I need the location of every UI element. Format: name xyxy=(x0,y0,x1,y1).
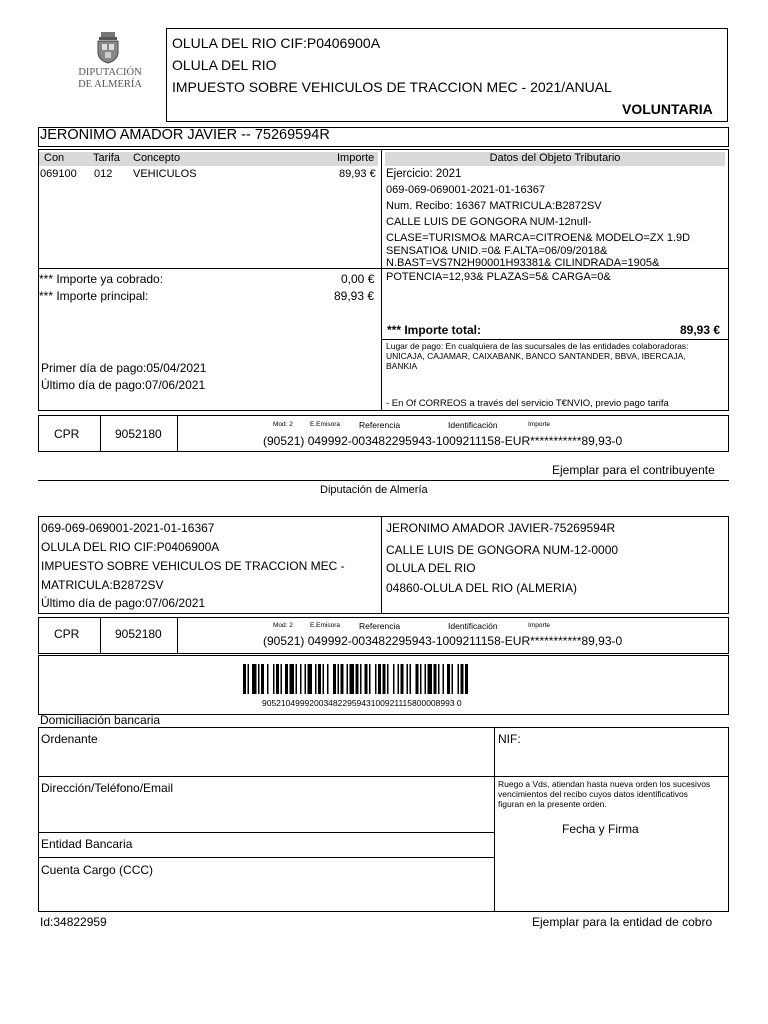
cpr-code-2: (90521) 049992-003482295943-1009211158-EUR***********89,93-0 xyxy=(263,634,623,648)
header-tax-title: IMPUESTO SOBRE VEHICULOS DE TRACCION MEC - 2021/ANUAL xyxy=(172,79,612,95)
importe-total-label: *** Importe total: xyxy=(387,323,482,337)
ultimo-dia-pago: Último día de pago:07/06/2021 xyxy=(41,378,206,392)
barcode-bar xyxy=(387,664,389,694)
domiciliacion-divider xyxy=(494,727,495,912)
cpr-mod-1: Mod: 2 xyxy=(273,421,293,428)
objeto-clase: CLASE=TURISMO& MARCA=CITROEN& MODELO=ZX 1.9D xyxy=(386,232,691,244)
barcode-bar xyxy=(443,664,445,694)
receipt2-taxpayer: JERONIMO AMADOR JAVIER-75269594R xyxy=(386,521,616,535)
cpr-referencia-1: Referencia xyxy=(359,420,401,430)
barcode-bar xyxy=(401,664,404,694)
domiciliacion-rule-1 xyxy=(38,776,729,777)
importe-cobrado-value: 0,00 € xyxy=(341,272,375,286)
receipt2-divider xyxy=(381,516,382,614)
domiciliacion-rule-2 xyxy=(38,832,494,833)
barcode-bar xyxy=(323,664,325,694)
barcode-bar xyxy=(276,664,279,694)
correos-note: - En Of CORREOS a través del servicio T€NVIO, previo pago tarifa xyxy=(386,398,669,409)
barcode-bar xyxy=(447,664,450,694)
importe-principal-value: 89,93 € xyxy=(334,289,375,303)
barcode-bar xyxy=(410,664,412,694)
barcode-bar xyxy=(258,664,260,694)
header-municipality-cif: OLULA DEL RIO CIF:P0406900A xyxy=(172,35,381,51)
objeto-sensatio: SENSATIO& UNID.=0& F.ALTA=06/09/2018& xyxy=(386,245,608,257)
domiciliacion-box xyxy=(38,727,729,912)
barcode-bar xyxy=(407,664,409,694)
barcode-number: 90521049992003482295943100921115800008993 0 xyxy=(262,698,462,708)
cpr-mod-2: Mod: 2 xyxy=(273,622,293,629)
barcode-bar xyxy=(327,664,329,694)
barcode-bar xyxy=(375,664,377,694)
barcode-bar xyxy=(338,664,340,694)
diputacion-logo xyxy=(62,30,158,96)
cpr-referencia-2: Referencia xyxy=(359,621,401,631)
barcode-bar xyxy=(438,664,440,694)
importe-total-value: 89,93 € xyxy=(680,323,721,337)
receipt2-tax: IMPUESTO SOBRE VEHICULOS DE TRACCION MEC - xyxy=(41,559,345,573)
concepts-header-bg xyxy=(39,152,378,166)
cpr-emisora-1: E.Emisora xyxy=(310,421,340,428)
domiciliacion-rule-3 xyxy=(38,857,494,858)
barcode-bar xyxy=(458,664,460,694)
cpr-divider-1a xyxy=(100,415,101,452)
coat-of-arms-icon xyxy=(93,30,123,64)
barcode-bar xyxy=(267,664,269,694)
barcode-bar xyxy=(318,664,321,694)
entidad-bancaria-label: Entidad Bancaria xyxy=(41,837,133,851)
barcode-bar xyxy=(393,664,395,694)
header-mode: VOLUNTARIA xyxy=(622,101,713,117)
lugar-pago-line-3: BANKIA xyxy=(386,361,418,371)
objeto-calle: CALLE LUIS DE GONGORA NUM-12null- xyxy=(386,216,592,228)
cuenta-cargo-label: Cuenta Cargo (CCC) xyxy=(41,863,154,877)
concept-row-importe: 89,93 € xyxy=(339,168,376,180)
domiciliacion-title: Domiciliación bancaria xyxy=(40,713,161,727)
ordenante-label: Ordenante xyxy=(41,732,98,746)
barcode-bar xyxy=(465,664,468,694)
direccion-label: Dirección/Teléfono/Email xyxy=(41,781,174,795)
barcode-bar xyxy=(333,664,336,694)
ruego-line-1: Ruego a Vds, atiendan hasta nueva orden los sucesivos xyxy=(498,779,711,789)
cpr-identificacion-2: Identificación xyxy=(448,621,498,631)
receipt2-matricula: MATRICULA:B2872SV xyxy=(41,578,164,592)
col-header-tarifa: Tarifa xyxy=(93,152,120,164)
col-header-importe: Importe xyxy=(337,152,375,164)
barcode-bar xyxy=(300,664,302,694)
cpr-label-2: CPR xyxy=(54,627,80,641)
objeto-ref: 069-069-069001-2021-01-16367 xyxy=(386,184,546,196)
importe-principal-label: *** Importe principal: xyxy=(39,289,149,303)
barcode-bar xyxy=(252,664,257,694)
objeto-recibo: Num. Recibo: 16367 MATRICULA:B2872SV xyxy=(386,200,602,212)
concept-row-concepto: VEHICULOS xyxy=(133,168,197,180)
barcode-bar xyxy=(434,664,437,694)
concept-row-tarifa: 012 xyxy=(94,168,113,180)
barcode-bar xyxy=(428,664,433,694)
barcode-bar xyxy=(347,664,349,694)
barcode-bar xyxy=(341,664,344,694)
barcode-bar xyxy=(461,664,464,694)
objeto-bast: N.BAST=VS7N2H90001H93381& CILINDRADA=1905& xyxy=(386,257,660,267)
header-municipality: OLULA DEL RIO xyxy=(172,57,277,73)
receipt2-postal: 04860-OLULA DEL RIO (ALMERIA) xyxy=(386,581,577,595)
total-rule xyxy=(381,339,729,340)
main-horizontal-rule xyxy=(38,268,729,269)
primer-dia-pago: Primer día de pago:05/04/2021 xyxy=(41,361,207,375)
cpr-number-2: 9052180 xyxy=(115,627,162,641)
cpr-divider-2b xyxy=(177,617,178,654)
cpr-divider-2a xyxy=(100,617,101,654)
receipt2-address: CALLE LUIS DE GONGORA NUM-12-0000 xyxy=(386,543,619,557)
barcode xyxy=(243,664,543,694)
barcode-bar xyxy=(360,664,362,694)
nif-label: NIF: xyxy=(498,732,521,746)
cpr-emisora-2: E.Emisora xyxy=(310,622,340,629)
cpr-importe-1: Importe xyxy=(528,421,551,428)
barcode-bar xyxy=(425,664,427,694)
taxpayer-name: JERONIMO AMADOR JAVIER -- 75269594R xyxy=(40,127,330,143)
ruego-line-3: figuran en la presente orden. xyxy=(498,799,607,809)
ejemplar-entidad: Ejemplar para la entidad de cobro xyxy=(532,915,713,929)
ruego-line-2: vencimientos del recibo cuyos datos identificativos xyxy=(498,789,688,799)
barcode-bar xyxy=(350,664,355,694)
barcode-bar xyxy=(416,664,419,694)
ejemplar-contribuyente: Ejemplar para el contribuyente xyxy=(552,463,715,477)
barcode-bar xyxy=(305,664,307,694)
cpr-identificacion-1: Identificación xyxy=(448,420,498,430)
receipt2-town: OLULA DEL RIO xyxy=(386,561,476,575)
barcode-bar xyxy=(296,664,298,694)
lugar-pago-line-1: Lugar de pago: En cualquiera de las sucursales de las entidades colaboradoras: xyxy=(386,341,689,351)
barcode-bar xyxy=(383,664,386,694)
cpr-divider-1b xyxy=(177,415,178,452)
barcode-bar xyxy=(398,664,400,694)
objeto-potencia: POTENCIA=12,93& PLAZAS=5& CARGA=0& xyxy=(386,271,611,283)
barcode-bar xyxy=(290,664,295,694)
receipt2-ultimo-dia: Último día de pago:07/06/2021 xyxy=(41,596,206,610)
barcode-bar xyxy=(308,664,313,694)
diputacion-almeria: Diputación de Almería xyxy=(320,484,428,496)
receipt2-ref: 069-069-069001-2021-01-16367 xyxy=(41,521,215,535)
cpr-number-1: 9052180 xyxy=(115,427,162,441)
document-id: Id:34822959 xyxy=(40,915,107,929)
barcode-bar xyxy=(273,664,275,694)
barcode-bar xyxy=(420,664,422,694)
cpr-label-1: CPR xyxy=(54,427,80,441)
col-header-concepto: Concepto xyxy=(133,152,181,164)
objeto-title: Datos del Objeto Tributario xyxy=(489,152,621,164)
importe-cobrado-label: *** Importe ya cobrado: xyxy=(39,272,164,286)
receipt2-municipality: OLULA DEL RIO CIF:P0406900A xyxy=(41,540,220,554)
cpr-code-1: (90521) 049992-003482295943-1009211158-EUR***********89,93-0 xyxy=(263,434,623,448)
fecha-firma-label: Fecha y Firma xyxy=(562,822,639,836)
barcode-bar xyxy=(378,664,381,694)
barcode-bar xyxy=(356,664,359,694)
cut-line xyxy=(38,480,729,481)
barcode-bar xyxy=(285,664,288,694)
barcode-bar xyxy=(452,664,454,694)
cpr-importe-2: Importe xyxy=(528,622,551,629)
col-header-con: Con xyxy=(44,152,65,164)
logo-line-1: DIPUTACIÓN xyxy=(78,67,142,78)
barcode-bar xyxy=(243,664,246,694)
main-divider xyxy=(381,149,382,411)
barcode-bar xyxy=(369,664,371,694)
lugar-pago-line-2: UNICAJA, CAJAMAR, CAIXABANK, BANCO SANTANDER, BBVA, IBERCAJA, xyxy=(386,351,686,361)
objeto-ejercicio: Ejercicio: 2021 xyxy=(386,168,462,180)
barcode-bar xyxy=(261,664,264,694)
barcode-bar xyxy=(281,664,283,694)
barcode-bar xyxy=(365,664,368,694)
concept-row-con: 069100 xyxy=(40,168,77,180)
objeto-bast-clip xyxy=(385,257,725,267)
barcode-bar xyxy=(315,664,317,694)
barcode-bar xyxy=(248,664,250,694)
logo-line-2: DE ALMERÍA xyxy=(78,79,142,90)
